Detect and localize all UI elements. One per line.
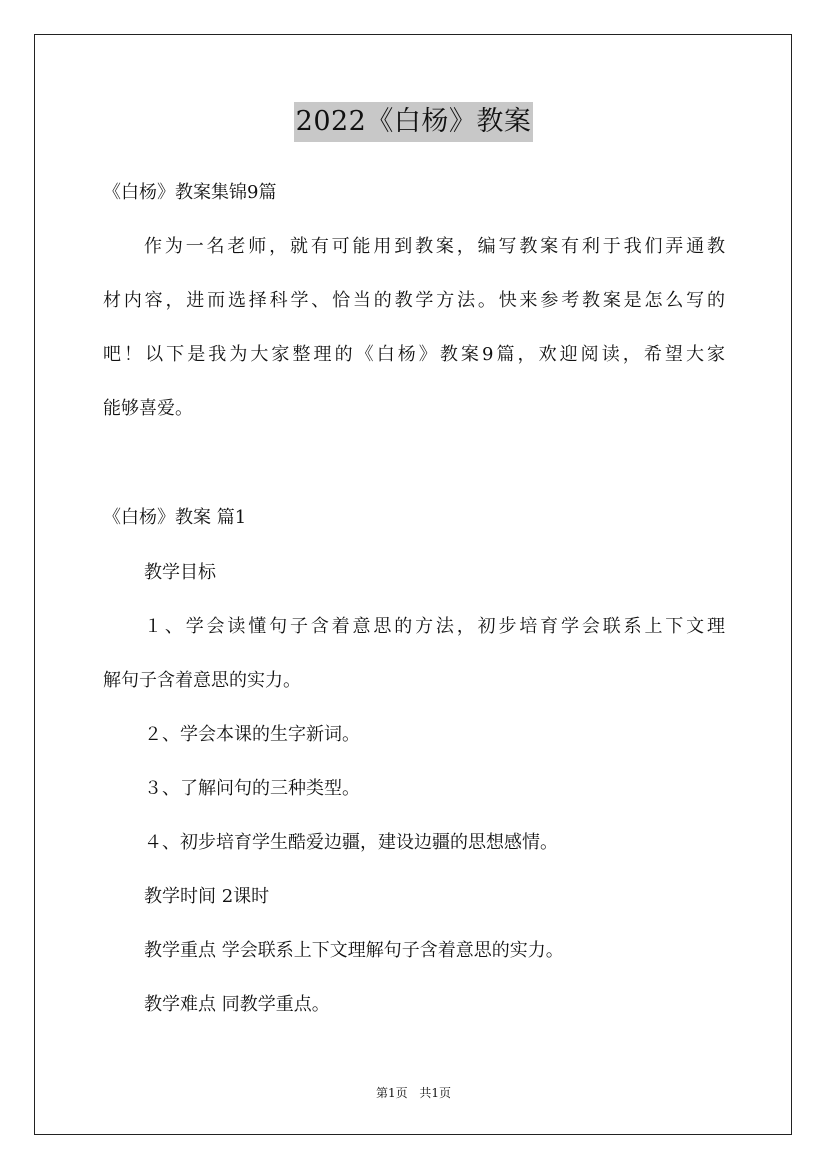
goal-1-line-1: １、学会读懂句子含着意思的方法，初步培育学会联系上下文理 <box>144 616 725 637</box>
goal-4: ４、初步培育学生酷爱边疆，建设边疆的思想感情。 <box>144 832 558 853</box>
goal-3: ３、了解问句的三种类型。 <box>144 778 360 799</box>
key-point: 教学重点 学会联系上下文理解句子含着意思的实力。 <box>144 940 564 961</box>
teaching-time: 教学时间 2课时 <box>144 886 270 907</box>
intro-line-2: 材内容，进而选择科学、恰当的教学方法。快来参考教案是怎么写的 <box>103 290 725 311</box>
page-total: 共1页 <box>419 1086 452 1100</box>
intro-line-1: 作为一名老师，就有可能用到教案，编写教案有利于我们弄通教 <box>144 236 725 257</box>
page-footer <box>0 1085 827 1101</box>
difficult-point: 教学难点 同教学重点。 <box>144 994 330 1015</box>
page-number: 第1页 <box>375 1086 408 1100</box>
title-container <box>0 102 827 142</box>
section-heading: 《白杨》教案 篇1 <box>103 507 247 528</box>
document-subtitle: 《白杨》教案集锦9篇 <box>103 182 277 203</box>
document-title: 2022《白杨》教案 <box>294 102 534 142</box>
intro-line-4: 能够喜爱。 <box>103 398 193 419</box>
goals-heading: 教学目标 <box>144 562 216 583</box>
goal-2: ２、学会本课的生字新词。 <box>144 724 360 745</box>
goal-1-line-2: 解句子含着意思的实力。 <box>103 670 301 691</box>
intro-line-3: 吧！以下是我为大家整理的《白杨》教案9篇，欢迎阅读，希望大家 <box>103 344 725 365</box>
